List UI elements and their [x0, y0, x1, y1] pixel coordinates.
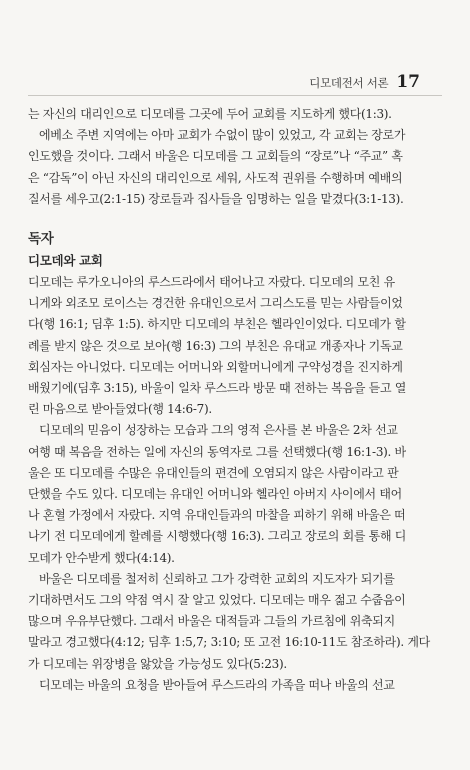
text-line: 바울은 디모데를 철저히 신뢰하고 그가 강력한 교회의 지도자가 되기를 — [39, 571, 395, 586]
body-text — [28, 104, 442, 696]
running-header — [309, 72, 420, 92]
text-line: 인도했을 것이다. 그래서 바울은 디모데를 그 교회들의 “장로”나 “주교” 혹 — [28, 149, 403, 164]
text-line: 에베소 주변 지역에는 아마 교회가 수없이 많이 있었고, 각 교회는 장로가 — [39, 128, 406, 143]
text-line: 여행 때 복음을 전하는 일에 자신의 동역자로 그를 선택했다(행 16:1-3). 바 — [28, 444, 406, 459]
page-number: 17 — [396, 72, 420, 92]
section-paragraphs — [28, 272, 442, 696]
text-line: 말라고 경고했다(4:12; 딤후 1:5,7; 3:10; 또 고전 16:10-11도 참조하라). 게다 — [28, 635, 430, 650]
text-line: 단했을 수도 있다. 디모데는 유대인 어머니와 헬라인 아버지 사이에서 태어 — [28, 487, 402, 502]
text-line: 니게와 외조모 로이스는 경건한 유대인으로서 그리스도를 믿는 사람들이었 — [28, 296, 403, 311]
text-line: 다(행 16:1; 딤후 1:5). 하지만 디모데의 부친은 헬라인이었다. 디모데가 할 — [28, 317, 406, 332]
text-line: 례를 받지 않은 것으로 보아(행 16:3) 그의 부친은 유대교 개종자나 기독교 — [28, 338, 403, 353]
paragraph — [28, 569, 442, 675]
paragraph — [28, 272, 442, 420]
intro-paragraphs — [28, 104, 442, 210]
text-line: 기대하면서도 그의 약점 역시 잘 알고 있었다. 디모데는 매우 젊고 수줍음이 — [28, 593, 406, 608]
text-line: 나 혼혈 가정에서 자랐다. 지역 유대인들과의 마찰을 피하기 위해 바울은 떠 — [28, 508, 406, 523]
text-line: 배웠기에(딤후 3:15), 바울이 일차 루스드라 방문 때 전하는 복음을 듣고 열 — [28, 381, 407, 396]
text-line: 디모데는 바울의 요청을 받아들여 루스드라의 가족을 떠나 바울의 선교 — [39, 677, 395, 692]
text-line: 질서를 세우고(2:1-15) 장로들과 집사들을 임명하는 일을 맡겼다(3:1-13). — [28, 191, 404, 206]
header-divider — [28, 95, 442, 96]
text-line: 는 자신의 대리인으로 디모데를 그곳에 두어 교회를 지도하게 했다(1:3). — [28, 107, 392, 121]
paragraph — [28, 104, 442, 125]
paragraph — [28, 125, 442, 210]
text-line: 은 “감독”이 아닌 자신의 대리인으로 세워, 사도적 권위를 수행하며 예배의 — [28, 170, 403, 185]
text-line: 울은 또 디모데를 수많은 유대인들의 편견에 오염되지 않은 사람이라고 판 — [28, 465, 399, 480]
text-line: 모데가 안수받게 했다(4:14). — [28, 550, 175, 565]
section-title: 독자 — [28, 231, 54, 248]
text-line: 디모데는 루가오니아의 루스드라에서 태어나고 자랐다. 디모데의 모친 유 — [28, 275, 395, 290]
text-line: 디모데의 믿음이 성장하는 모습과 그의 영적 은사를 본 바울은 2차 선교 — [39, 423, 398, 438]
running-title: 디모데전서 서론 — [309, 76, 389, 90]
text-line: 가 디모데는 위장병을 앓았을 가능성도 있다(5:23). — [28, 656, 287, 671]
text-line: 많으며 우유부단했다. 그래서 바울은 대적들과 그들의 가르침에 위축되지 — [28, 614, 395, 629]
text-line: 린 마음으로 받아들였다(행 14:6-7). — [28, 402, 212, 417]
subsection-title: 디모데와 교회 — [28, 253, 103, 269]
text-line: 회심자는 아니었다. 디모데는 어머니와 외할머니에게 구약성경을 진지하게 — [28, 359, 403, 374]
paragraph — [28, 675, 442, 696]
paragraph — [28, 420, 442, 568]
text-line: 나기 전 디모데에게 할례를 시행했다(행 16:3). 그리고 장로의 회를 통해 디 — [28, 529, 407, 544]
